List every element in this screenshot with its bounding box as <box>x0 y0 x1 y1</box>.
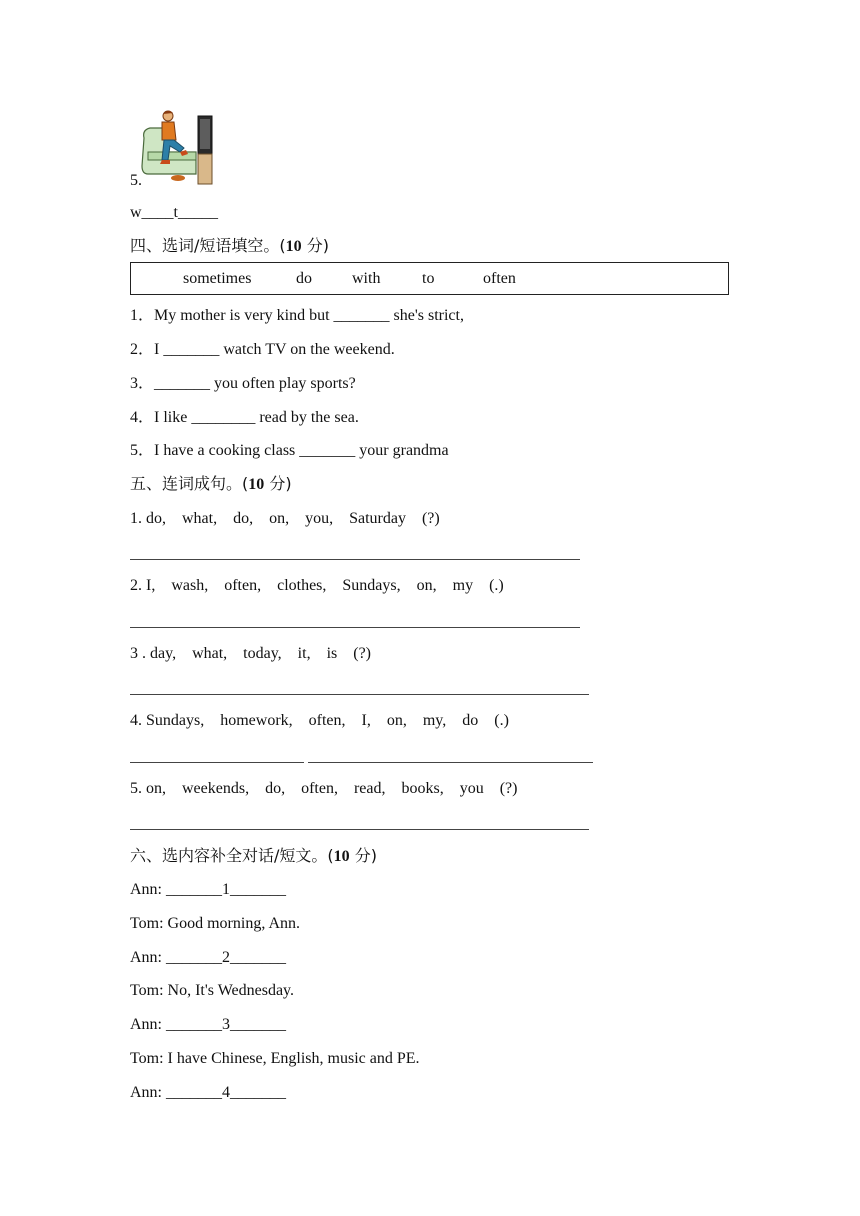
section-4-question: 5．I have a cooking class _______ your grandma <box>130 442 449 459</box>
section-4-title: 四、选词/短语填空。(10 分) <box>130 236 329 255</box>
dialogue-line: Ann: _______3_______ <box>130 1016 286 1033</box>
word-bank-box <box>130 262 729 295</box>
section-6-title: 六、选内容补全对话/短文。(10 分) <box>130 846 377 865</box>
dialogue-line: Tom: I have Chinese, English, music and PE. <box>130 1050 420 1067</box>
word-bank-item: do <box>296 270 312 287</box>
word-bank-item: often <box>483 270 516 287</box>
boy-watching-tv-picture <box>140 108 214 186</box>
section-5-question: 3 . day, what, today, it, is (?) <box>130 645 371 662</box>
word-bank-item: to <box>422 270 435 287</box>
section-5-question: 4. Sundays, homework, often, I, on, my, do (.) <box>130 712 509 729</box>
answer-line <box>130 694 589 695</box>
answer-line <box>130 829 589 830</box>
dialogue-line: Tom: Good morning, Ann. <box>130 915 300 932</box>
answer-line <box>130 559 580 560</box>
item-5-blank: w____t_____ <box>130 204 218 221</box>
section-4-question: 3．_______ you often play sports? <box>130 375 356 392</box>
section-5-question: 2. I, wash, often, clothes, Sundays, on, my (.) <box>130 577 504 594</box>
answer-line <box>308 762 593 763</box>
answer-line <box>130 627 580 628</box>
word-bank-item: sometimes <box>183 270 252 287</box>
dialogue-line: Ann: _______4_______ <box>130 1084 286 1101</box>
section-5-title: 五、连词成句。(10 分) <box>130 474 292 493</box>
word-bank-item: with <box>352 270 381 287</box>
section-5-question: 1. do, what, do, on, you, Saturday (?) <box>130 510 440 527</box>
dialogue-line: Ann: _______1_______ <box>130 881 286 898</box>
answer-line <box>130 762 304 763</box>
section-4-question: 4．I like ________ read by the sea. <box>130 409 359 426</box>
section-4-question: 2．I _______ watch TV on the weekend. <box>130 341 395 358</box>
dialogue-line: Tom: No, It's Wednesday. <box>130 982 295 999</box>
section-4-question: 1．My mother is very kind but _______ she's strict, <box>130 307 464 324</box>
item-5-number: 5. <box>130 172 142 189</box>
dialogue-line: Ann: _______2_______ <box>130 949 286 966</box>
section-5-question: 5. on, weekends, do, often, read, books, you (?) <box>130 780 518 797</box>
